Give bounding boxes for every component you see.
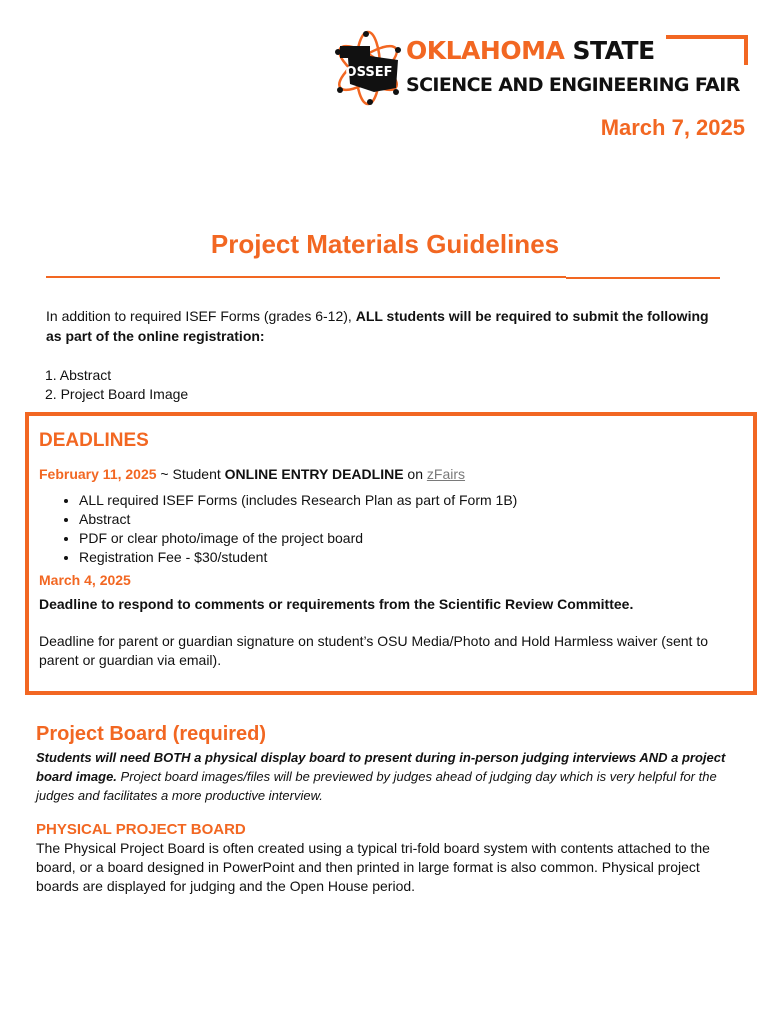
required-items-list — [45, 366, 188, 404]
project-board-rest: Project board images/files will be previewed by judges ahead of judging day which is very helpful for the judges and facilitates a more productive interview. — [36, 769, 717, 803]
brand-subtitle: SCIENCE AND ENGINEERING FAIR — [406, 74, 740, 96]
project-board-bold: Students will need BOTH a physical display board to present during in-person judging interviews AND a project board image. — [36, 750, 726, 784]
entry-date: February 11, 2025 — [39, 466, 157, 482]
list-item: 2. Project Board Image — [45, 386, 189, 402]
brand-oklahoma: OKLAHOMA — [406, 36, 565, 65]
review-deadline-text: Deadline to respond to comments or requirements from the Scientific Review Committee. — [39, 596, 634, 612]
title-divider — [46, 276, 566, 278]
list-item: • ALL required ISEF Forms (includes Research Plan as part of Form 1B) — [79, 491, 517, 510]
svg-text:OSSEF: OSSEF — [345, 65, 393, 80]
list-item: 1. Abstract — [45, 367, 112, 383]
deadlines-box — [25, 412, 757, 695]
list-item: • Abstract — [79, 510, 517, 529]
project-board-heading: Project Board (required) — [36, 723, 267, 745]
title-divider-extension — [566, 277, 720, 279]
header-bracket-decoration — [666, 35, 748, 65]
brand-title — [406, 36, 655, 65]
entry-label: ONLINE ENTRY DEADLINE — [224, 466, 404, 482]
zfairs-link[interactable]: zFairs — [426, 466, 466, 482]
list-item: • Registration Fee - $30/student — [79, 548, 517, 567]
entry-on: on — [403, 466, 427, 482]
entry-separator: ~ Student — [156, 466, 225, 482]
header — [0, 0, 770, 140]
physical-board-text: The Physical Project Board is often created using a typical tri-fold board system with contents attached to the board, or a board designed in PowerPoint and then printed in large format is also common. Physical project boards are displayed for judging and the Open House period. — [36, 840, 710, 894]
event-date: March 7, 2025 — [600, 115, 745, 140]
physical-board-heading: PHYSICAL PROJECT BOARD — [36, 821, 246, 838]
brand-state: STATE — [572, 36, 655, 65]
online-entry-deadline — [39, 466, 465, 482]
intro-paragraph — [46, 306, 716, 346]
list-item: • PDF or clear photo/image of the project board — [79, 529, 517, 548]
deadline-bullets — [75, 491, 517, 567]
ossef-logo-icon — [330, 26, 406, 106]
review-deadline-date: March 4, 2025 — [39, 572, 131, 588]
project-board-description — [36, 748, 736, 805]
intro-text: In addition to required ISEF Forms (grades 6-12), — [46, 308, 356, 324]
deadlines-heading: DEADLINES — [39, 430, 149, 451]
page-title: Project Materials Guidelines — [210, 229, 560, 259]
waiver-deadline-text: Deadline for parent or guardian signature on student’s OSU Media/Photo and Hold Harmless waiver (sent to parent or guardian via email). — [39, 633, 708, 668]
intro-bold-text: ALL students will be required to submit the following as part of the online registration: — [46, 308, 709, 344]
